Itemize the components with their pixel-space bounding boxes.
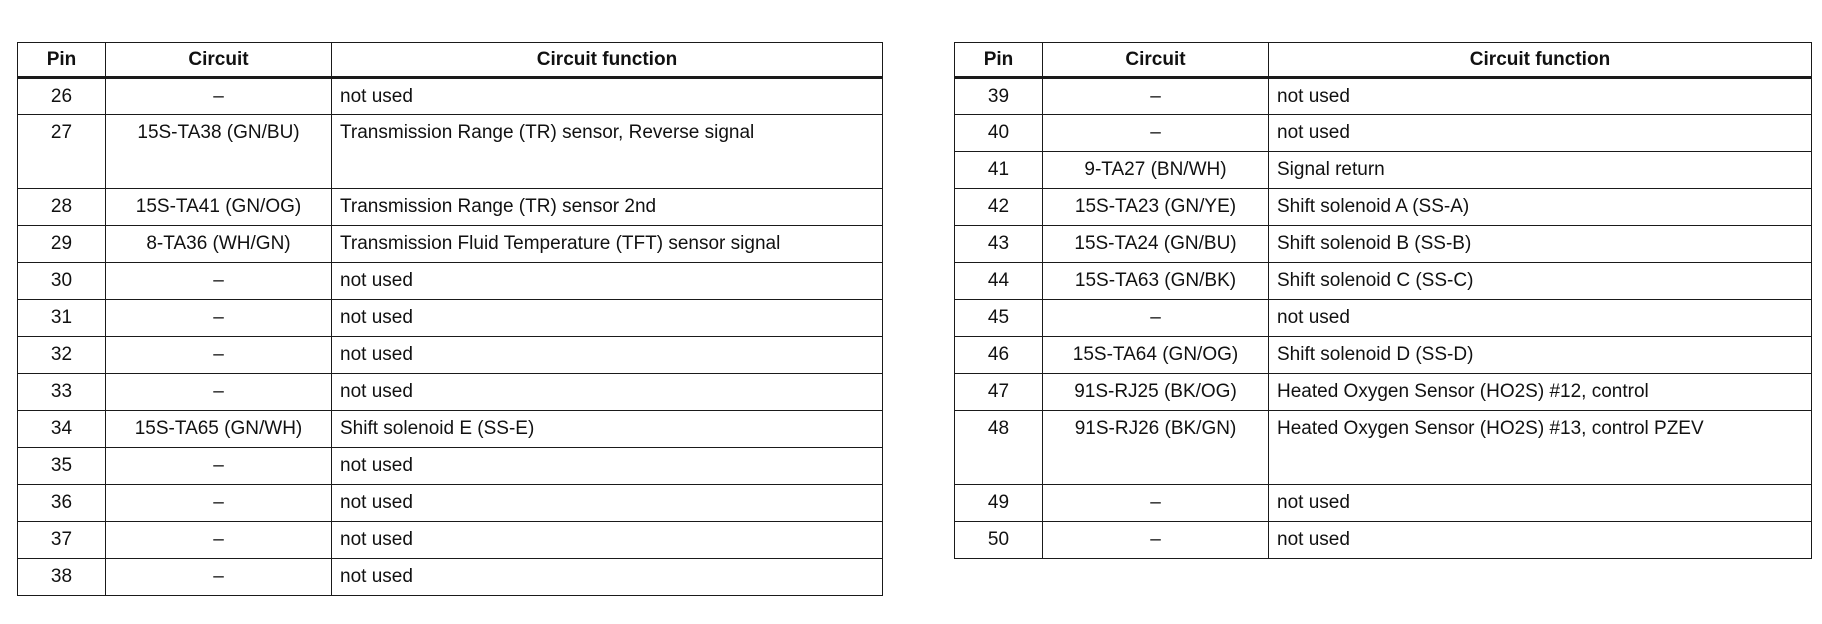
table-row bbox=[955, 300, 1812, 337]
circuit-cell: 15S-TA24 (GN/BU) bbox=[1043, 226, 1269, 263]
pin-cell: 33 bbox=[18, 374, 106, 411]
function-cell: Shift solenoid A (SS-A) bbox=[1269, 189, 1812, 226]
table-row bbox=[18, 411, 883, 448]
circuit-cell: 91S-RJ26 (BK/GN) bbox=[1043, 411, 1269, 485]
circuit-cell: 15S-TA23 (GN/YE) bbox=[1043, 189, 1269, 226]
table-row bbox=[18, 226, 883, 263]
pin-cell: 34 bbox=[18, 411, 106, 448]
table-row bbox=[18, 78, 883, 115]
table-row bbox=[955, 485, 1812, 522]
pin-cell: 36 bbox=[18, 485, 106, 522]
table-row bbox=[18, 374, 883, 411]
pin-cell: 30 bbox=[18, 263, 106, 300]
table-row bbox=[955, 78, 1812, 115]
table-row bbox=[18, 448, 883, 485]
function-cell: not used bbox=[332, 263, 883, 300]
header-pin: Pin bbox=[18, 43, 106, 78]
function-cell: Shift solenoid D (SS-D) bbox=[1269, 337, 1812, 374]
table-row bbox=[18, 115, 883, 189]
header-circuit: Circuit bbox=[1043, 43, 1269, 78]
pin-cell: 41 bbox=[955, 152, 1043, 189]
circuit-cell: 8-TA36 (WH/GN) bbox=[106, 226, 332, 263]
circuit-cell: – bbox=[106, 522, 332, 559]
pin-cell: 44 bbox=[955, 263, 1043, 300]
circuit-cell: 15S-TA64 (GN/OG) bbox=[1043, 337, 1269, 374]
function-cell: not used bbox=[332, 78, 883, 115]
circuit-cell: 15S-TA65 (GN/WH) bbox=[106, 411, 332, 448]
table-row bbox=[955, 374, 1812, 411]
pin-table-right bbox=[954, 42, 1812, 559]
function-cell: not used bbox=[332, 522, 883, 559]
circuit-cell: – bbox=[1043, 115, 1269, 152]
table-header-row bbox=[955, 43, 1812, 78]
table-row bbox=[18, 263, 883, 300]
pin-cell: 43 bbox=[955, 226, 1043, 263]
table-row bbox=[18, 337, 883, 374]
function-cell: not used bbox=[1269, 115, 1812, 152]
circuit-cell: 9-TA27 (BN/WH) bbox=[1043, 152, 1269, 189]
pin-table-left-body bbox=[18, 78, 883, 596]
table-row bbox=[955, 263, 1812, 300]
circuit-cell: – bbox=[106, 448, 332, 485]
function-cell: not used bbox=[332, 559, 883, 596]
function-cell: not used bbox=[1269, 300, 1812, 337]
circuit-cell: 91S-RJ25 (BK/OG) bbox=[1043, 374, 1269, 411]
pin-cell: 42 bbox=[955, 189, 1043, 226]
circuit-cell: 15S-TA41 (GN/OG) bbox=[106, 189, 332, 226]
function-cell: not used bbox=[1269, 78, 1812, 115]
table-row bbox=[955, 152, 1812, 189]
table-row bbox=[18, 522, 883, 559]
function-cell: not used bbox=[332, 337, 883, 374]
table-row bbox=[955, 522, 1812, 559]
circuit-cell: – bbox=[1043, 485, 1269, 522]
circuit-cell: 15S-TA63 (GN/BK) bbox=[1043, 263, 1269, 300]
function-cell: Heated Oxygen Sensor (HO2S) #12, control bbox=[1269, 374, 1812, 411]
circuit-cell: – bbox=[106, 337, 332, 374]
pin-cell: 39 bbox=[955, 78, 1043, 115]
pin-cell: 47 bbox=[955, 374, 1043, 411]
table-row bbox=[18, 300, 883, 337]
pin-cell: 50 bbox=[955, 522, 1043, 559]
pin-cell: 46 bbox=[955, 337, 1043, 374]
header-circuit-function: Circuit function bbox=[332, 43, 883, 78]
header-pin: Pin bbox=[955, 43, 1043, 78]
pin-cell: 28 bbox=[18, 189, 106, 226]
circuit-cell: – bbox=[106, 485, 332, 522]
pin-table-left bbox=[17, 42, 883, 596]
circuit-cell: – bbox=[106, 263, 332, 300]
pin-cell: 26 bbox=[18, 78, 106, 115]
function-cell: Shift solenoid C (SS-C) bbox=[1269, 263, 1812, 300]
pin-cell: 27 bbox=[18, 115, 106, 189]
table-row bbox=[955, 189, 1812, 226]
table-row bbox=[18, 485, 883, 522]
pin-cell: 40 bbox=[955, 115, 1043, 152]
function-cell: not used bbox=[332, 300, 883, 337]
function-cell: not used bbox=[1269, 522, 1812, 559]
circuit-cell: – bbox=[106, 300, 332, 337]
table-row bbox=[955, 337, 1812, 374]
function-cell: Transmission Fluid Temperature (TFT) sensor signal bbox=[332, 226, 883, 263]
table-header-row bbox=[18, 43, 883, 78]
pin-cell: 35 bbox=[18, 448, 106, 485]
circuit-cell: – bbox=[1043, 78, 1269, 115]
table-row bbox=[18, 189, 883, 226]
pin-cell: 45 bbox=[955, 300, 1043, 337]
table-row bbox=[955, 411, 1812, 485]
function-cell: Transmission Range (TR) sensor 2nd bbox=[332, 189, 883, 226]
function-cell: Heated Oxygen Sensor (HO2S) #13, control PZEV bbox=[1269, 411, 1812, 485]
pin-cell: 48 bbox=[955, 411, 1043, 485]
pin-cell: 29 bbox=[18, 226, 106, 263]
function-cell: not used bbox=[332, 485, 883, 522]
table-row bbox=[955, 226, 1812, 263]
header-circuit-function: Circuit function bbox=[1269, 43, 1812, 78]
pin-cell: 37 bbox=[18, 522, 106, 559]
circuit-cell: – bbox=[106, 559, 332, 596]
pin-cell: 32 bbox=[18, 337, 106, 374]
pin-cell: 38 bbox=[18, 559, 106, 596]
pin-cell: 49 bbox=[955, 485, 1043, 522]
pin-cell: 31 bbox=[18, 300, 106, 337]
function-cell: Shift solenoid B (SS-B) bbox=[1269, 226, 1812, 263]
function-cell: not used bbox=[332, 374, 883, 411]
function-cell: not used bbox=[332, 448, 883, 485]
function-cell: Shift solenoid E (SS-E) bbox=[332, 411, 883, 448]
function-cell: Transmission Range (TR) sensor, Reverse signal bbox=[332, 115, 883, 189]
circuit-cell: – bbox=[1043, 522, 1269, 559]
circuit-cell: – bbox=[1043, 300, 1269, 337]
table-row bbox=[955, 115, 1812, 152]
function-cell: not used bbox=[1269, 485, 1812, 522]
table-row bbox=[18, 559, 883, 596]
circuit-cell: 15S-TA38 (GN/BU) bbox=[106, 115, 332, 189]
function-cell: Signal return bbox=[1269, 152, 1812, 189]
circuit-cell: – bbox=[106, 374, 332, 411]
circuit-cell: – bbox=[106, 78, 332, 115]
pin-table-right-body bbox=[955, 78, 1812, 559]
header-circuit: Circuit bbox=[106, 43, 332, 78]
